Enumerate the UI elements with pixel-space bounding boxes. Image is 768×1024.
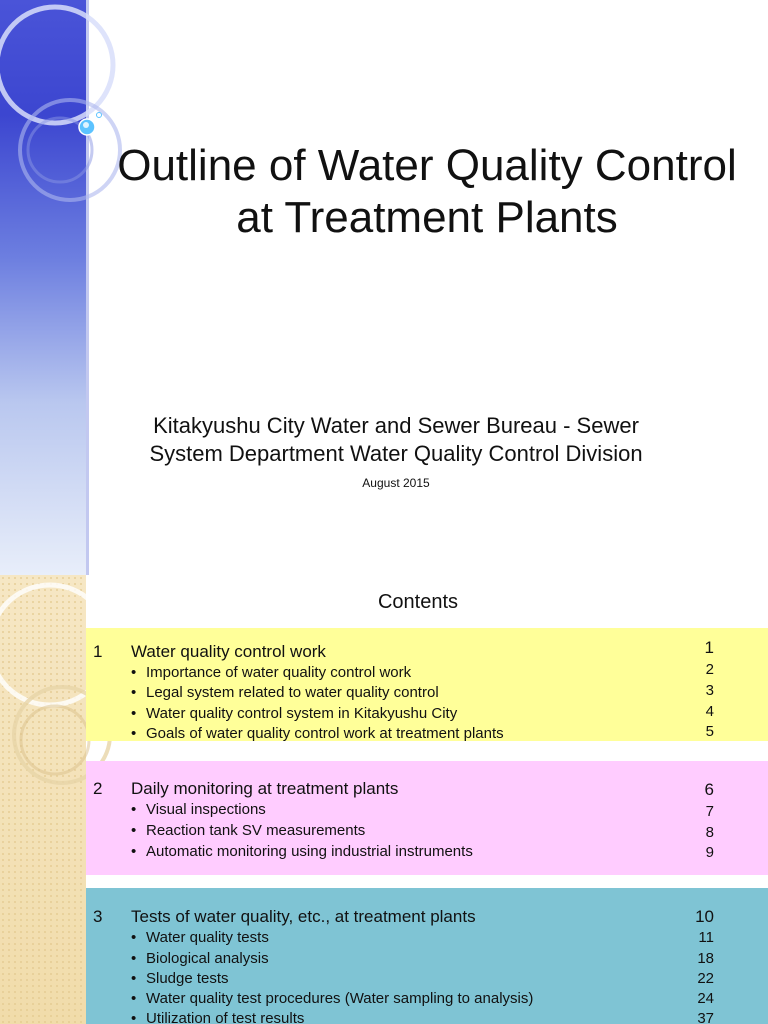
item-label: Sludge tests bbox=[146, 970, 229, 987]
section-daily-monitoring bbox=[86, 761, 768, 875]
item-page: 7 bbox=[705, 803, 714, 820]
title-line: at Treatment Plants bbox=[236, 193, 618, 242]
item-page: 11 bbox=[698, 929, 714, 946]
item-label: Goals of water quality control work at treatment plants bbox=[146, 725, 504, 742]
section-number: 2 bbox=[93, 779, 103, 798]
list-item: • Importance of water quality control work bbox=[131, 664, 412, 681]
item-label: Importance of water quality control work bbox=[146, 664, 412, 681]
section-heading: Water quality control work bbox=[131, 642, 326, 661]
circle-decoration-icon bbox=[0, 0, 200, 575]
item-page: 3 bbox=[705, 682, 714, 699]
list-item: • Goals of water quality control work at treatment plants bbox=[131, 725, 504, 742]
list-item: • Utilization of test results bbox=[131, 1010, 304, 1024]
section-heading: Daily monitoring at treatment plants bbox=[131, 779, 399, 798]
date-label: August 2015 bbox=[362, 476, 430, 490]
item-label: Legal system related to water quality control bbox=[146, 684, 439, 701]
section-number: 1 bbox=[93, 642, 103, 661]
item-page: 2 bbox=[705, 661, 714, 678]
item-label: Biological analysis bbox=[146, 950, 269, 967]
item-page: 37 bbox=[697, 1010, 714, 1024]
item-page: 5 bbox=[705, 723, 714, 740]
section-tests-of-water-quality bbox=[86, 888, 768, 1024]
section-heading: Tests of water quality, etc., at treatment plants bbox=[131, 907, 476, 926]
list-item: • Sludge tests bbox=[131, 970, 229, 987]
list-item: • Biological analysis bbox=[131, 950, 269, 967]
page-title bbox=[86, 140, 768, 244]
list-item: • Reaction tank SV measurements bbox=[131, 822, 366, 839]
item-label: Water quality test procedures (Water sampling to analysis) bbox=[146, 990, 534, 1007]
list-item: • Legal system related to water quality control bbox=[131, 684, 439, 701]
section-page: 1 bbox=[704, 638, 714, 657]
item-page: 8 bbox=[705, 824, 714, 841]
item-page: 9 bbox=[705, 844, 714, 861]
list-item: • Water quality control system in Kitakyushu City bbox=[131, 705, 458, 722]
contents-heading: Contents bbox=[377, 591, 459, 613]
item-label: Visual inspections bbox=[146, 801, 266, 818]
subtitle bbox=[100, 412, 692, 468]
subtitle-line: System Department Water Quality Control Division bbox=[149, 441, 643, 466]
item-label: Water quality tests bbox=[146, 929, 269, 946]
title-line: Outline of Water Quality Control bbox=[117, 141, 737, 190]
section-water-quality-control-work bbox=[86, 628, 768, 741]
item-label: Water quality control system in Kitakyushu City bbox=[146, 705, 458, 722]
item-page: 18 bbox=[697, 950, 714, 967]
list-item: • Water quality tests bbox=[131, 929, 269, 946]
list-item: • Visual inspections bbox=[131, 801, 266, 818]
item-label: Automatic monitoring using industrial instruments bbox=[146, 843, 473, 860]
contents-slide bbox=[0, 575, 768, 1024]
section-number: 3 bbox=[93, 907, 103, 926]
subtitle-line: Kitakyushu City Water and Sewer Bureau - Sewer bbox=[153, 413, 639, 438]
section-page: 6 bbox=[704, 780, 714, 799]
item-label: Reaction tank SV measurements bbox=[146, 822, 366, 839]
item-page: 4 bbox=[705, 703, 714, 720]
item-page: 24 bbox=[697, 990, 714, 1007]
item-label: Utilization of test results bbox=[146, 1010, 305, 1024]
item-page: 22 bbox=[697, 970, 714, 987]
section-page: 10 bbox=[695, 907, 714, 926]
list-item: • Automatic monitoring using industrial instruments bbox=[131, 843, 473, 860]
list-item: • Water quality test procedures (Water sampling to analysis) bbox=[131, 990, 534, 1007]
